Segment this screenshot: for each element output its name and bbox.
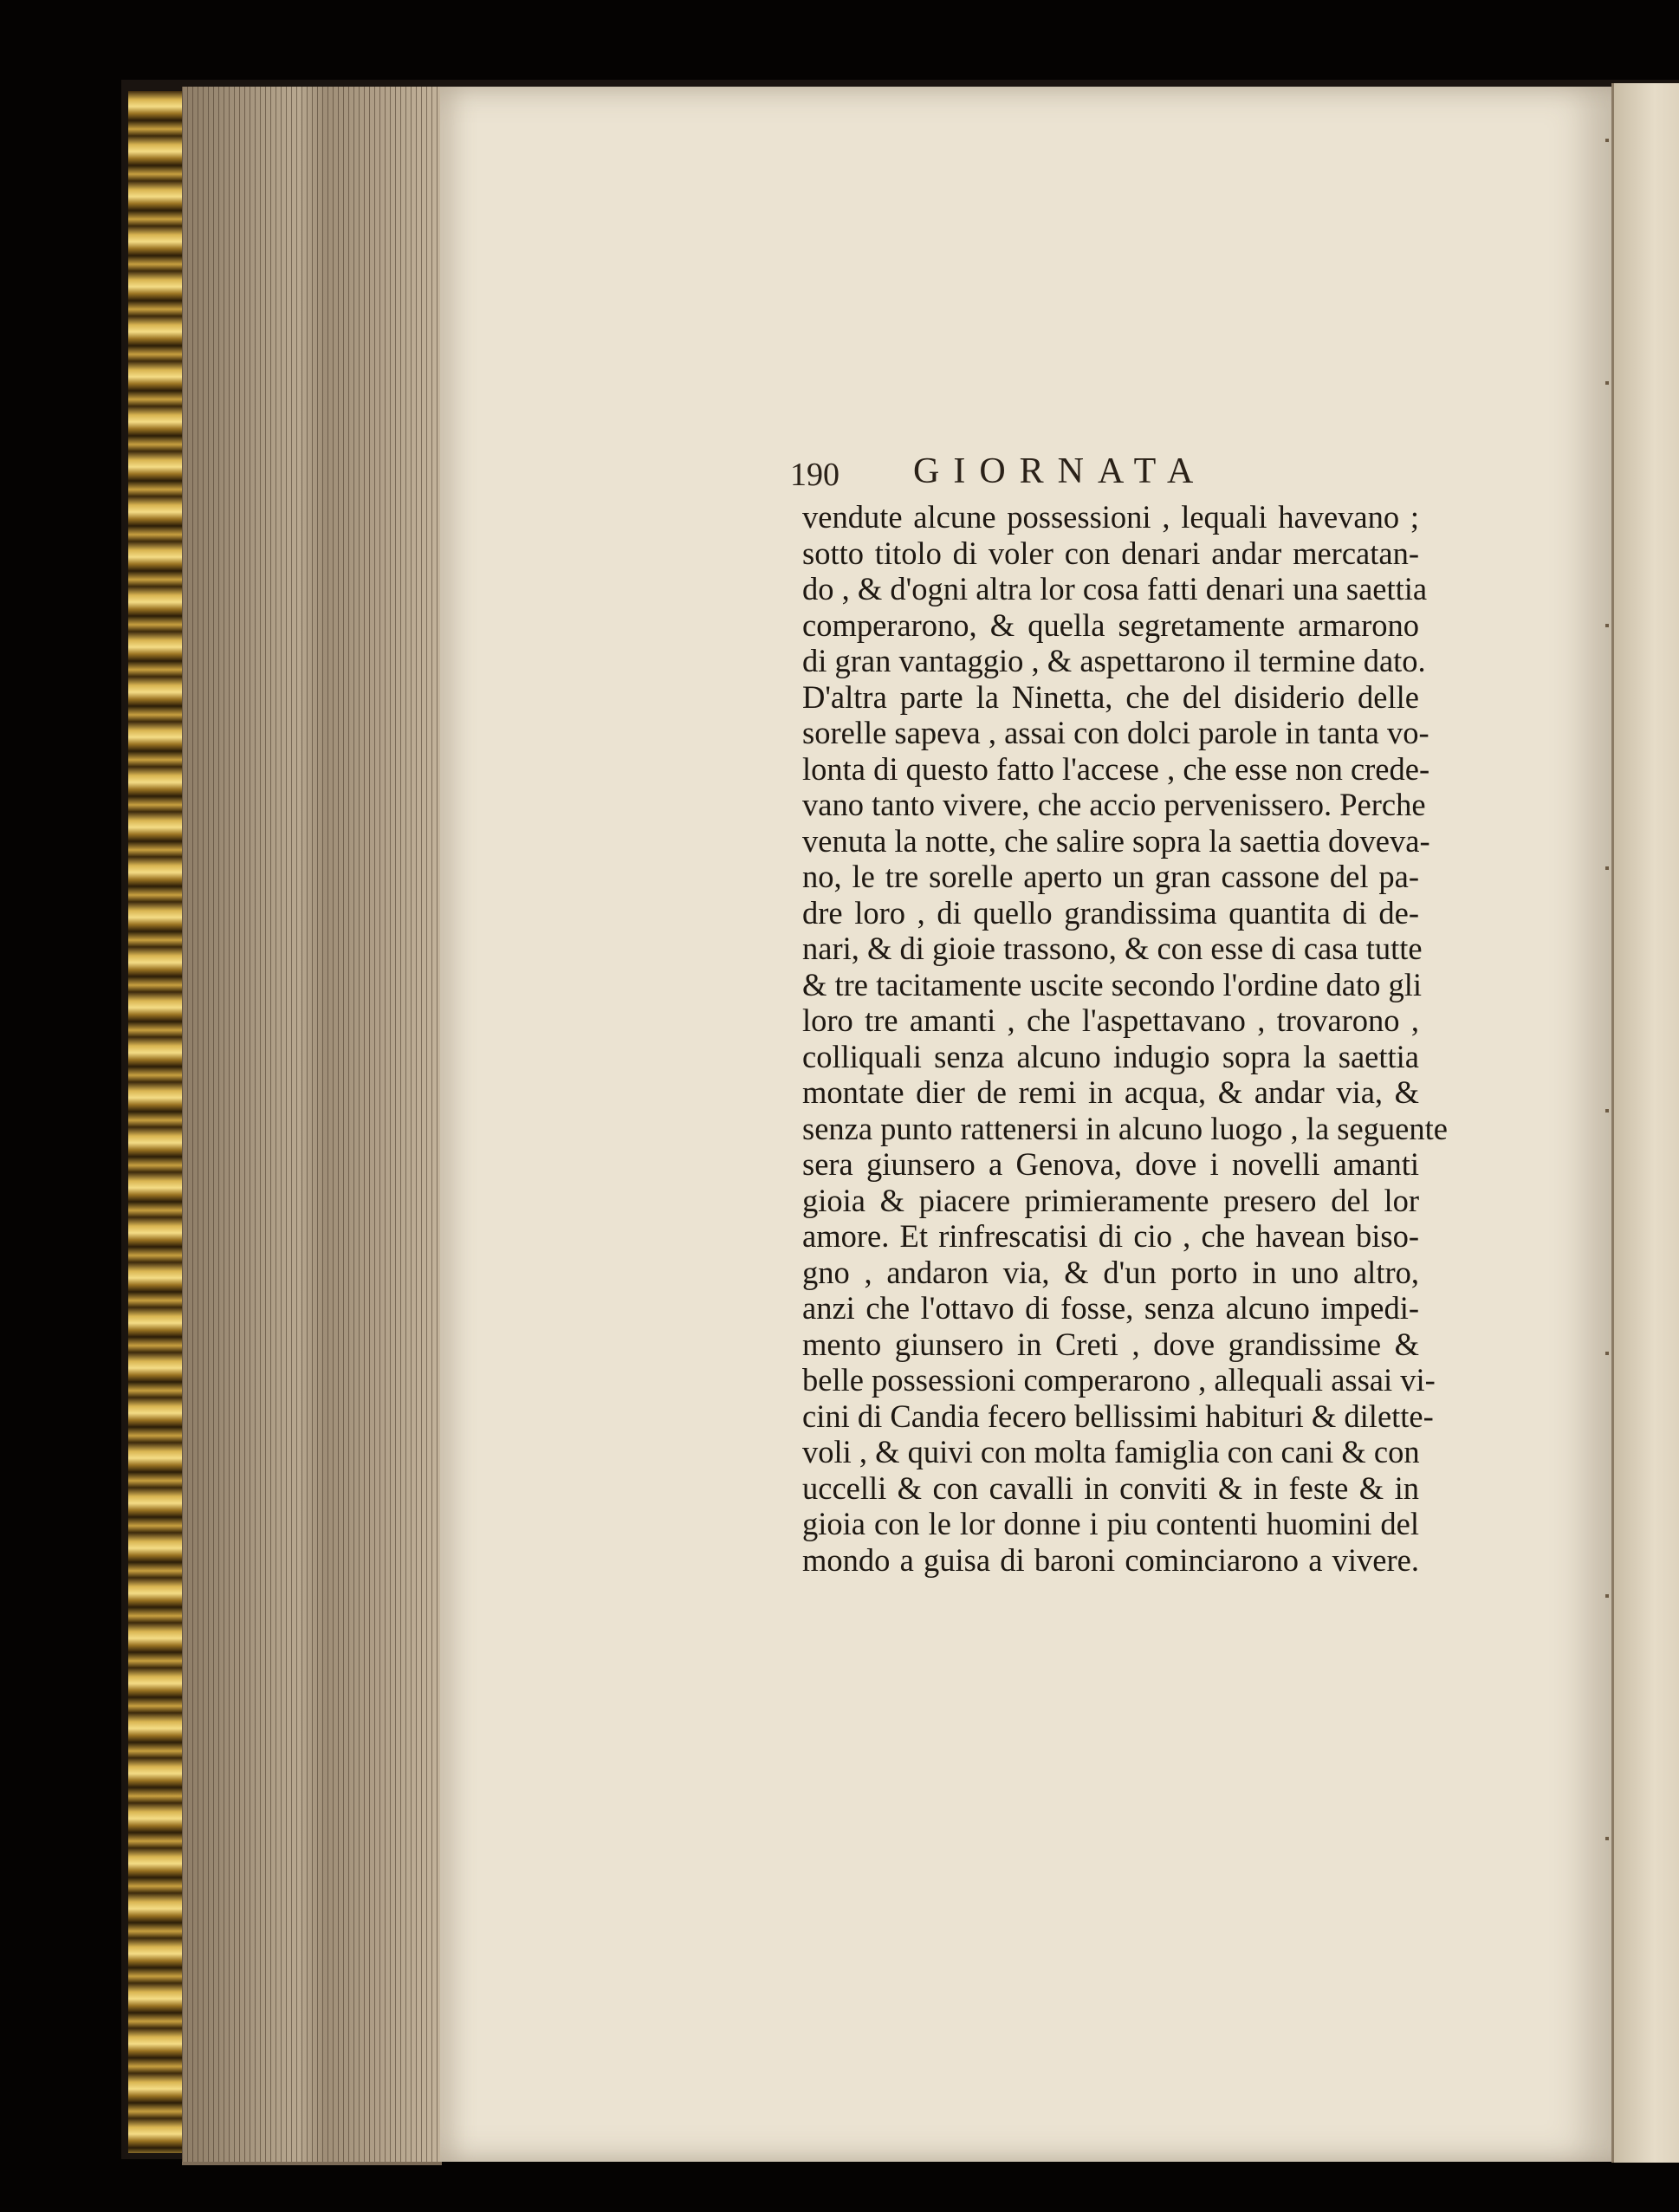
text-line: gioia con le lor donne i piu contenti huomini del [802, 1506, 1419, 1541]
text-line: montate dier de remi in acqua, & andar via, & [802, 1074, 1419, 1110]
page-edges [182, 87, 442, 2165]
text-line: belle possessioni comperarono , allequali assai vi- [802, 1362, 1436, 1398]
facing-page-edge [1611, 83, 1679, 2163]
text-line: D'altra parte la Ninetta, che del disiderio delle [802, 678, 1419, 715]
text-line: cini di Candia fecero bellissimi habituri & dilette- [802, 1398, 1434, 1434]
gilt-binding-spine [128, 91, 185, 2153]
running-head: GIORNATA [913, 451, 1208, 491]
text-line: senza punto rattenersi in alcuno luogo , la seguente [802, 1110, 1448, 1146]
text-line: no, le tre sorelle aperto un gran cassone del pa- [802, 859, 1419, 894]
text-line: dre loro , di quello grandissima quantita di de- [802, 894, 1419, 931]
body-text [802, 499, 1448, 1578]
page-header [790, 451, 1306, 503]
text-line: mondo a guisa di baroni cominciarono a vivere. [802, 1541, 1419, 1578]
page-edge-lines [182, 87, 442, 2162]
text-line: vano tanto vivere, che accio pervenissero. Perche [802, 787, 1426, 822]
text-line: nari, & di gioie trassono, & con esse di casa tutte [802, 931, 1423, 966]
text-line: uccelli & con cavalli in conviti & in feste & in [802, 1469, 1419, 1506]
text-line: amore. Et rinfrescatisi di cio , che havean biso- [802, 1218, 1419, 1254]
text-line: mento giunsero in Creti , dove grandissime & [802, 1326, 1419, 1362]
text-line: sorelle sapeva , assai con dolci parole in tanta vo- [802, 715, 1429, 750]
text-line: sotto titolo di voler con denari andar mercatan- [802, 535, 1419, 571]
text-line: di gran vantaggio , & aspettarono il termine dato. [802, 643, 1426, 678]
text-line: sera giunsero a Genova, dove i novelli amanti [802, 1146, 1419, 1182]
text-line: venuta la notte, che salire sopra la saettia doveva- [802, 822, 1430, 859]
text-line: vendute alcune possessioni , lequali havevano ; [802, 499, 1419, 535]
text-line: gioia & piacere primieramente presero del lor [802, 1182, 1419, 1218]
text-line: gno , andaron via, & d'un porto in uno altro, [802, 1254, 1419, 1290]
page-number: 190 [790, 457, 840, 493]
text-line: loro tre amanti , che l'aspettavano , trovarono , [802, 1002, 1419, 1038]
text-line: voli , & quivi con molta famiglia con cani & con [802, 1434, 1420, 1469]
text-line: anzi che l'ottavo di fosse, senza alcuno impedi- [802, 1290, 1419, 1326]
text-line: lonta di questo fatto l'accese , che esse non crede- [802, 750, 1430, 787]
text-line: comperarono, & quella segretamente armarono [802, 607, 1419, 643]
text-line: do , & d'ogni altra lor cosa fatti denari una saettia [802, 571, 1428, 607]
gutter-stitching [1605, 139, 1609, 2045]
text-line: colliquali senza alcuno indugio sopra la saettia [802, 1038, 1419, 1074]
text-line: & tre tacitamente uscite secondo l'ordine dato gli [802, 966, 1423, 1002]
